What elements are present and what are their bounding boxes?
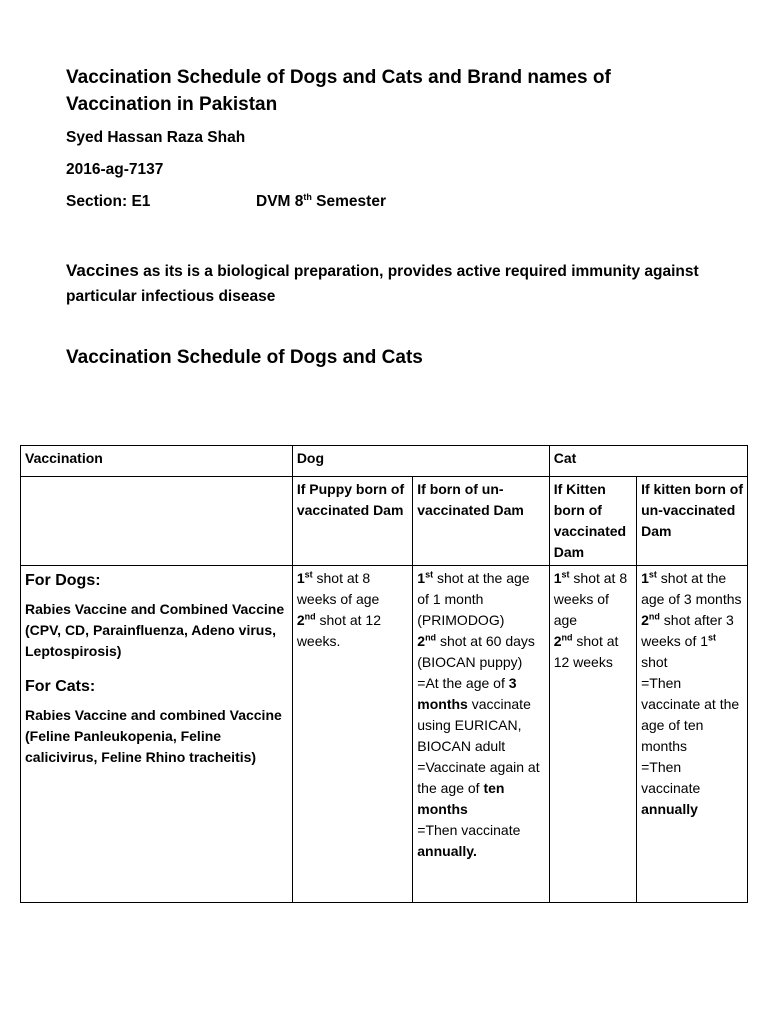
table-subheader-row	[21, 477, 748, 566]
annual-note: =Then vaccinate annually.	[417, 822, 521, 859]
dog-unvaccinated-cell	[413, 566, 549, 903]
dog-vaccinated-cell	[292, 566, 412, 903]
shot-1: 1st shot at 8 weeks of age	[553, 569, 628, 628]
cat-unvaccinated-cell	[637, 566, 748, 903]
shot-2: 2nd shot at 12 weeks	[553, 632, 619, 670]
for-cats-heading: For Cats:	[25, 678, 96, 695]
subheader-dog-vaccinated: If Puppy born of vaccinated Dam	[292, 477, 412, 566]
dog-vaccines: Rabies Vaccine and Combined Vaccine (CPV, CD, Parainfluenza, Adeno virus, Leptospirosis)	[25, 601, 285, 659]
shot-2: 2nd shot at 12 weeks.	[296, 611, 381, 649]
shot-2: 2nd shot at 60 days (BIOCAN puppy)	[417, 632, 535, 670]
ten-month-note: =Then vaccinate at the age of ten months	[641, 675, 740, 754]
vaccination-schedule-table	[20, 445, 748, 903]
shot-1: 1st shot at the age of 1 month (PRIMODOG)	[417, 569, 530, 628]
for-dogs-heading: For Dogs:	[25, 572, 101, 589]
section-heading: Vaccination Schedule of Dogs and Cats	[66, 347, 423, 368]
table-row	[21, 566, 748, 903]
intro-lead: Vaccines	[66, 261, 139, 280]
subheader-cat-unvaccinated: If kitten born of un-vaccinated Dam	[637, 477, 748, 566]
shot-1: 1st shot at 8 weeks of age	[296, 569, 380, 607]
annual-note: =Then vaccinate annually	[641, 759, 701, 817]
header-dog: Dog	[292, 446, 549, 477]
section-label: Section: E1	[66, 193, 151, 210]
header-cat: Cat	[549, 446, 747, 477]
cat-vaccinated-cell	[549, 566, 636, 903]
vaccine-list-cell	[21, 566, 293, 903]
semester-label: DVM 8th Semester	[256, 191, 386, 210]
subheader-empty	[21, 477, 293, 566]
three-month-note: =At the age of 3 months vaccinate using EURICAN, BIOCAN adult	[417, 675, 531, 754]
section-line	[66, 191, 386, 211]
ten-month-note: =Vaccinate again at the age of ten months	[417, 759, 540, 817]
cat-vaccines: Rabies Vaccine and combined Vaccine (Feline Panleukopenia, Feline calicivirus, Feline Rhino tracheitis)	[25, 707, 282, 765]
subheader-dog-unvaccinated: If born of un-vaccinated Dam	[413, 477, 549, 566]
subheader-cat-vaccinated: If Kitten born of vaccinated Dam	[549, 477, 636, 566]
shot-1: 1st shot at the age of 3 months	[641, 569, 742, 607]
document-title: Vaccination Schedule of Dogs and Cats and Brand names of Vaccination in Pakistan	[66, 67, 611, 115]
header-vaccination: Vaccination	[21, 446, 293, 477]
shot-2: 2nd shot after 3 weeks of 1st shot	[641, 611, 734, 670]
author-name: Syed Hassan Raza Shah	[66, 129, 246, 146]
intro-text: as its is a biological preparation, provides active required immunity against particular infectious disease	[66, 263, 699, 305]
table-header-row	[21, 446, 748, 477]
registration-number: 2016-ag-7137	[66, 161, 164, 178]
intro-paragraph	[66, 258, 706, 309]
